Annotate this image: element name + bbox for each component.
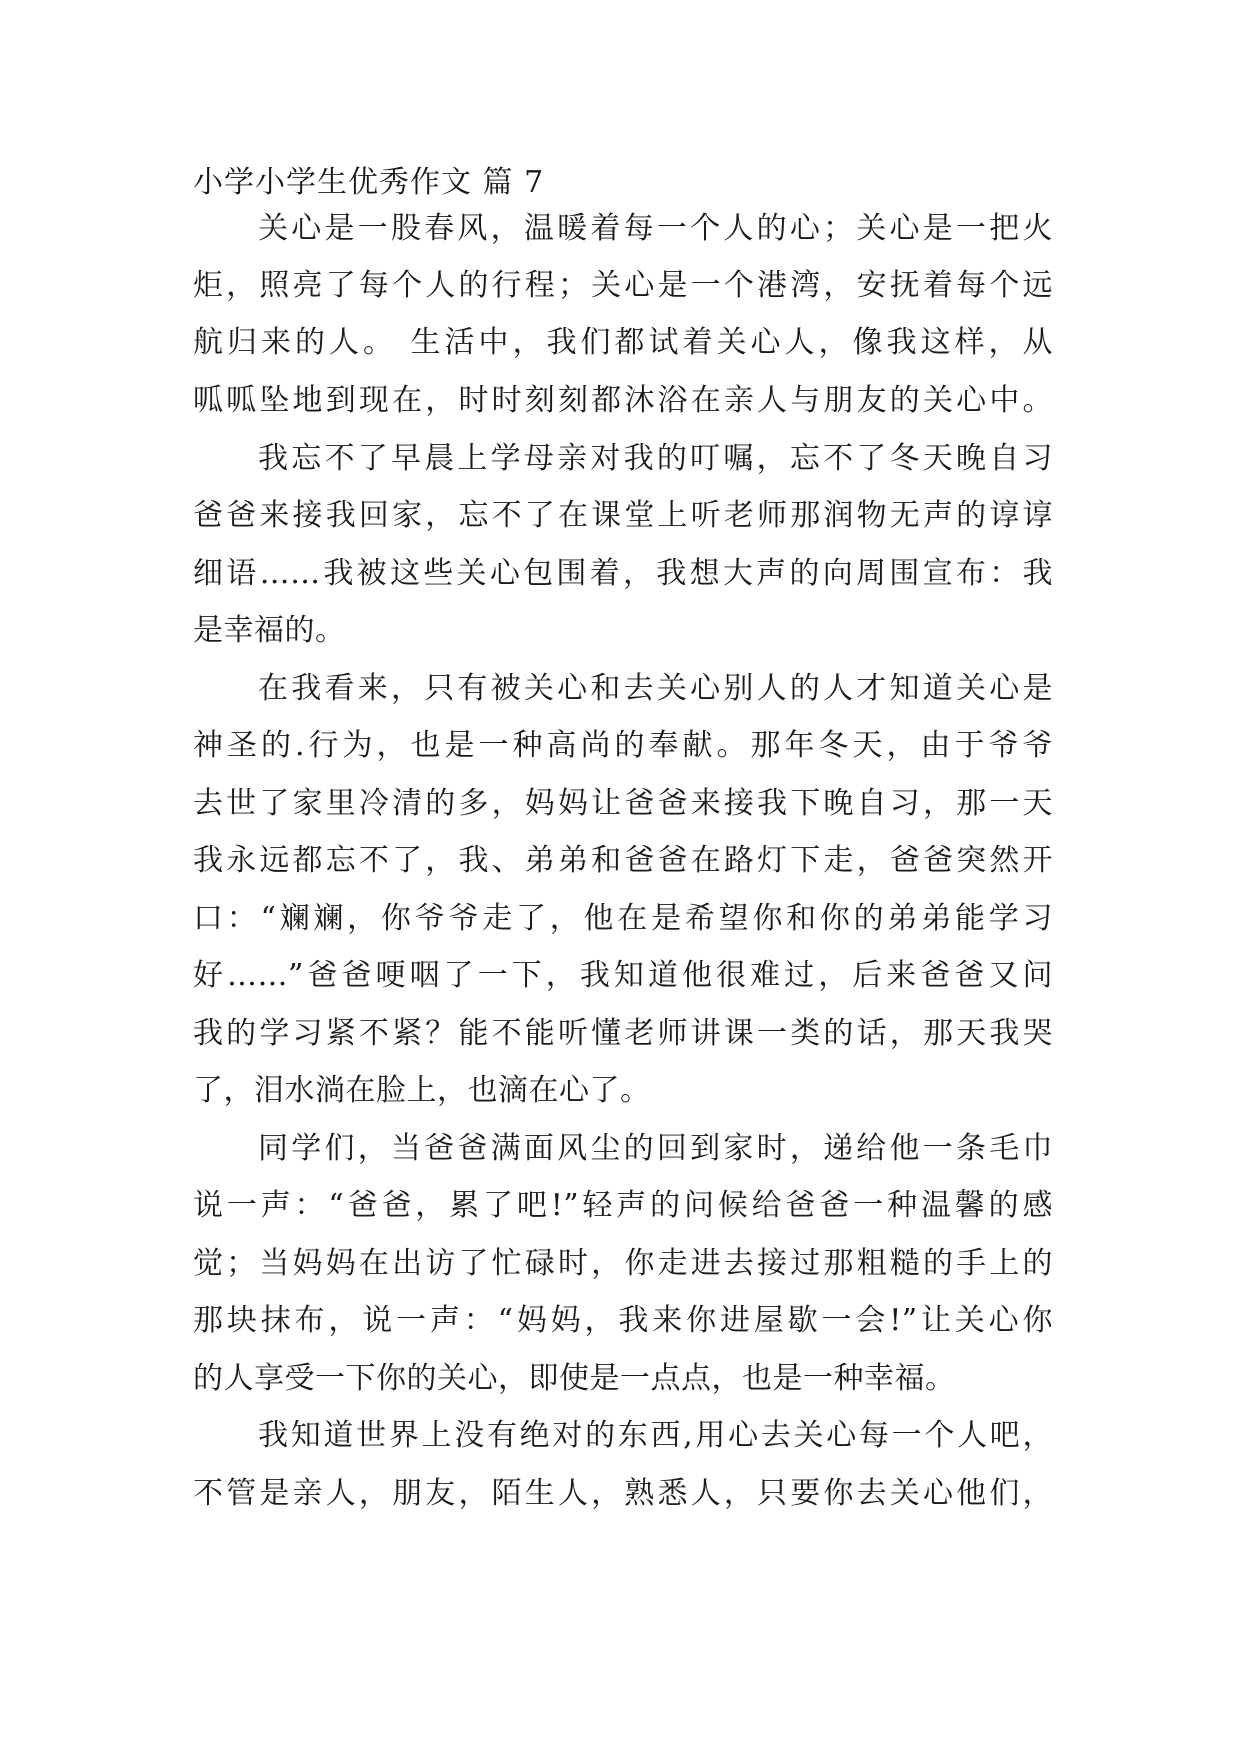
document-title: 小学小学生优秀作文 篇 7 <box>193 165 545 200</box>
paragraph-2-line-1: 我忘不了早晨上学母亲对我的叮嘱，忘不了冬天晚自习 <box>258 441 1053 476</box>
paragraph-4-line-1: 同学们，当爸爸满面风尘的回到家时，递给他一条毛巾 <box>258 1131 1053 1166</box>
paragraph-3-line-6: 好……”爸爸哽咽了一下，我知道他很难过，后来爸爸又问 <box>193 958 1053 993</box>
paragraph-3-line-5: 口：“斓斓，你爷爷走了，他在是希望你和你的弟弟能学习 <box>193 901 1053 936</box>
paragraph-1-line-4: 呱呱坠地到现在，时时刻刻都沐浴在亲人与朋友的关心中。 <box>193 383 1053 418</box>
paragraph-3-line-7: 我的学习紧不紧？能不能听懂老师讲课一类的话，那天我哭 <box>193 1016 1053 1051</box>
paragraph-3-line-4: 我永远都忘不了，我、弟弟和爸爸在路灯下走，爸爸突然开 <box>193 843 1053 878</box>
paragraph-2-line-2: 爸爸来接我回家，忘不了在课堂上听老师那润物无声的谆谆 <box>193 498 1053 533</box>
paragraph-1-line-3: 航归来的人。 生活中，我们都试着关心人，像我这样，从 <box>193 325 1053 360</box>
paragraph-1-line-2: 炬，照亮了每个人的行程；关心是一个港湾，安抚着每个远 <box>193 268 1053 303</box>
paragraph-4-line-3: 觉；当妈妈在出访了忙碌时，你走进去接过那粗糙的手上的 <box>193 1246 1053 1281</box>
paragraph-5-line-2: 不管是亲人，朋友，陌生人，熟悉人，只要你去关心他们， <box>193 1476 1053 1511</box>
paragraph-3-line-3: 去世了家里冷清的多，妈妈让爸爸来接我下晚自习，那一天 <box>193 786 1053 821</box>
paragraph-2-line-3: 细语……我被这些关心包围着，我想大声的向周围宣布：我 <box>193 556 1053 591</box>
paragraph-1-line-1: 关心是一股春风，温暖着每一个人的心；关心是一把火 <box>258 211 1053 246</box>
paragraph-4-line-4: 那块抹布，说一声：“妈妈，我来你进屋歇一会!”让关心你 <box>193 1303 1053 1338</box>
paragraph-3-line-1: 在我看来，只有被关心和去关心别人的人才知道关心是 <box>258 671 1053 706</box>
paragraph-3-line-2: 神圣的.行为，也是一种高尚的奉献。那年冬天，由于爷爷 <box>193 728 1053 763</box>
paragraph-4-line-5: 的人享受一下你的关心，即使是一点点，也是一种幸福。 <box>193 1361 956 1396</box>
paragraph-2-line-4: 是幸福的。 <box>193 613 346 648</box>
paragraph-3-line-8: 了，泪水淌在脸上，也滴在心了。 <box>193 1073 651 1108</box>
paragraph-4-line-2: 说一声：“爸爸，累了吧!”轻声的问候给爸爸一种温馨的感 <box>193 1188 1053 1223</box>
paragraph-5-line-1: 我知道世界上没有绝对的东西,用心去关心每一个人吧， <box>258 1418 1053 1453</box>
